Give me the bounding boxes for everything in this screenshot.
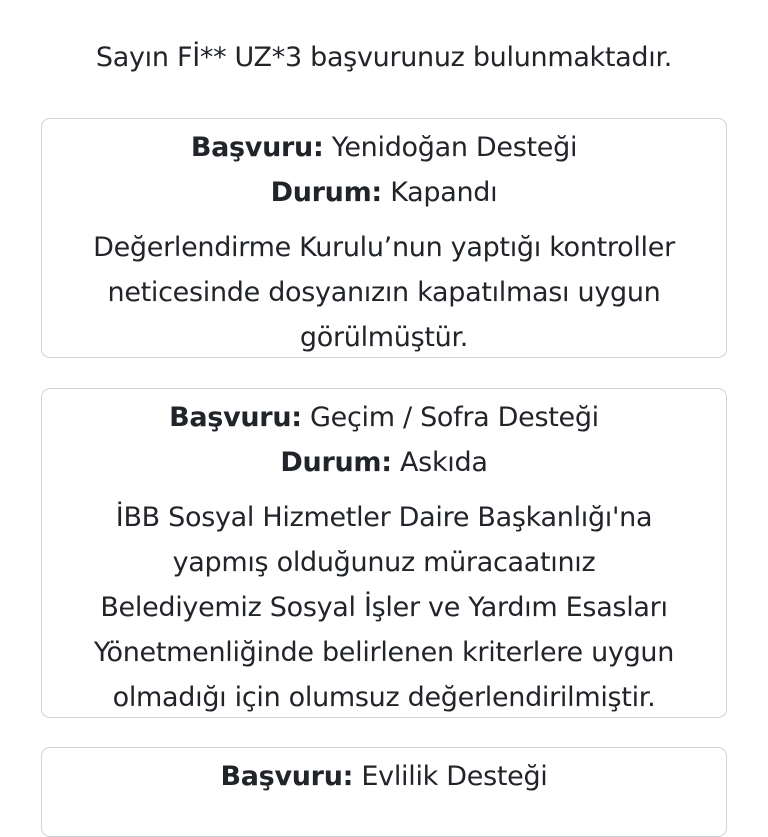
application-name: Yenidoğan Desteği	[331, 132, 578, 163]
application-status: Askıda	[400, 447, 488, 478]
application-name: Geçim / Sofra Desteği	[310, 402, 599, 433]
application-label: Başvuru:	[220, 761, 354, 792]
application-name-row	[42, 125, 726, 170]
application-status-row	[42, 170, 726, 215]
application-card	[41, 747, 727, 837]
application-label: Başvuru:	[190, 132, 324, 163]
application-label: Başvuru:	[169, 402, 302, 433]
application-name: Evlilik Desteği	[361, 761, 548, 792]
status-label: Durum:	[270, 177, 382, 208]
greeting-text: Sayın Fİ** UZ*3 başvurunuz bulunmaktadır.	[95, 42, 673, 73]
status-label: Durum:	[280, 447, 392, 478]
application-description: İBB Sosyal Hizmetler Daire Başkanlığı'na yapmış olduğunuz müracaatınız Belediyemiz Sosyal İşler ve Yardım Esasları Yönetmenliğinde belirlenen kriterlere uygun olmadığı için olumsuz değerlendirilmiştir.	[93, 502, 675, 713]
application-name-row	[42, 754, 726, 799]
application-status: Kapandı	[390, 177, 498, 208]
application-description: Değerlendirme Kurulu’nun yaptığı kontroller neticesinde dosyanızın kapatılması uygun görülmüştür.	[93, 232, 675, 353]
application-name-row	[42, 395, 726, 440]
application-card	[41, 388, 727, 718]
application-card	[41, 118, 727, 358]
application-status-row	[42, 440, 726, 485]
